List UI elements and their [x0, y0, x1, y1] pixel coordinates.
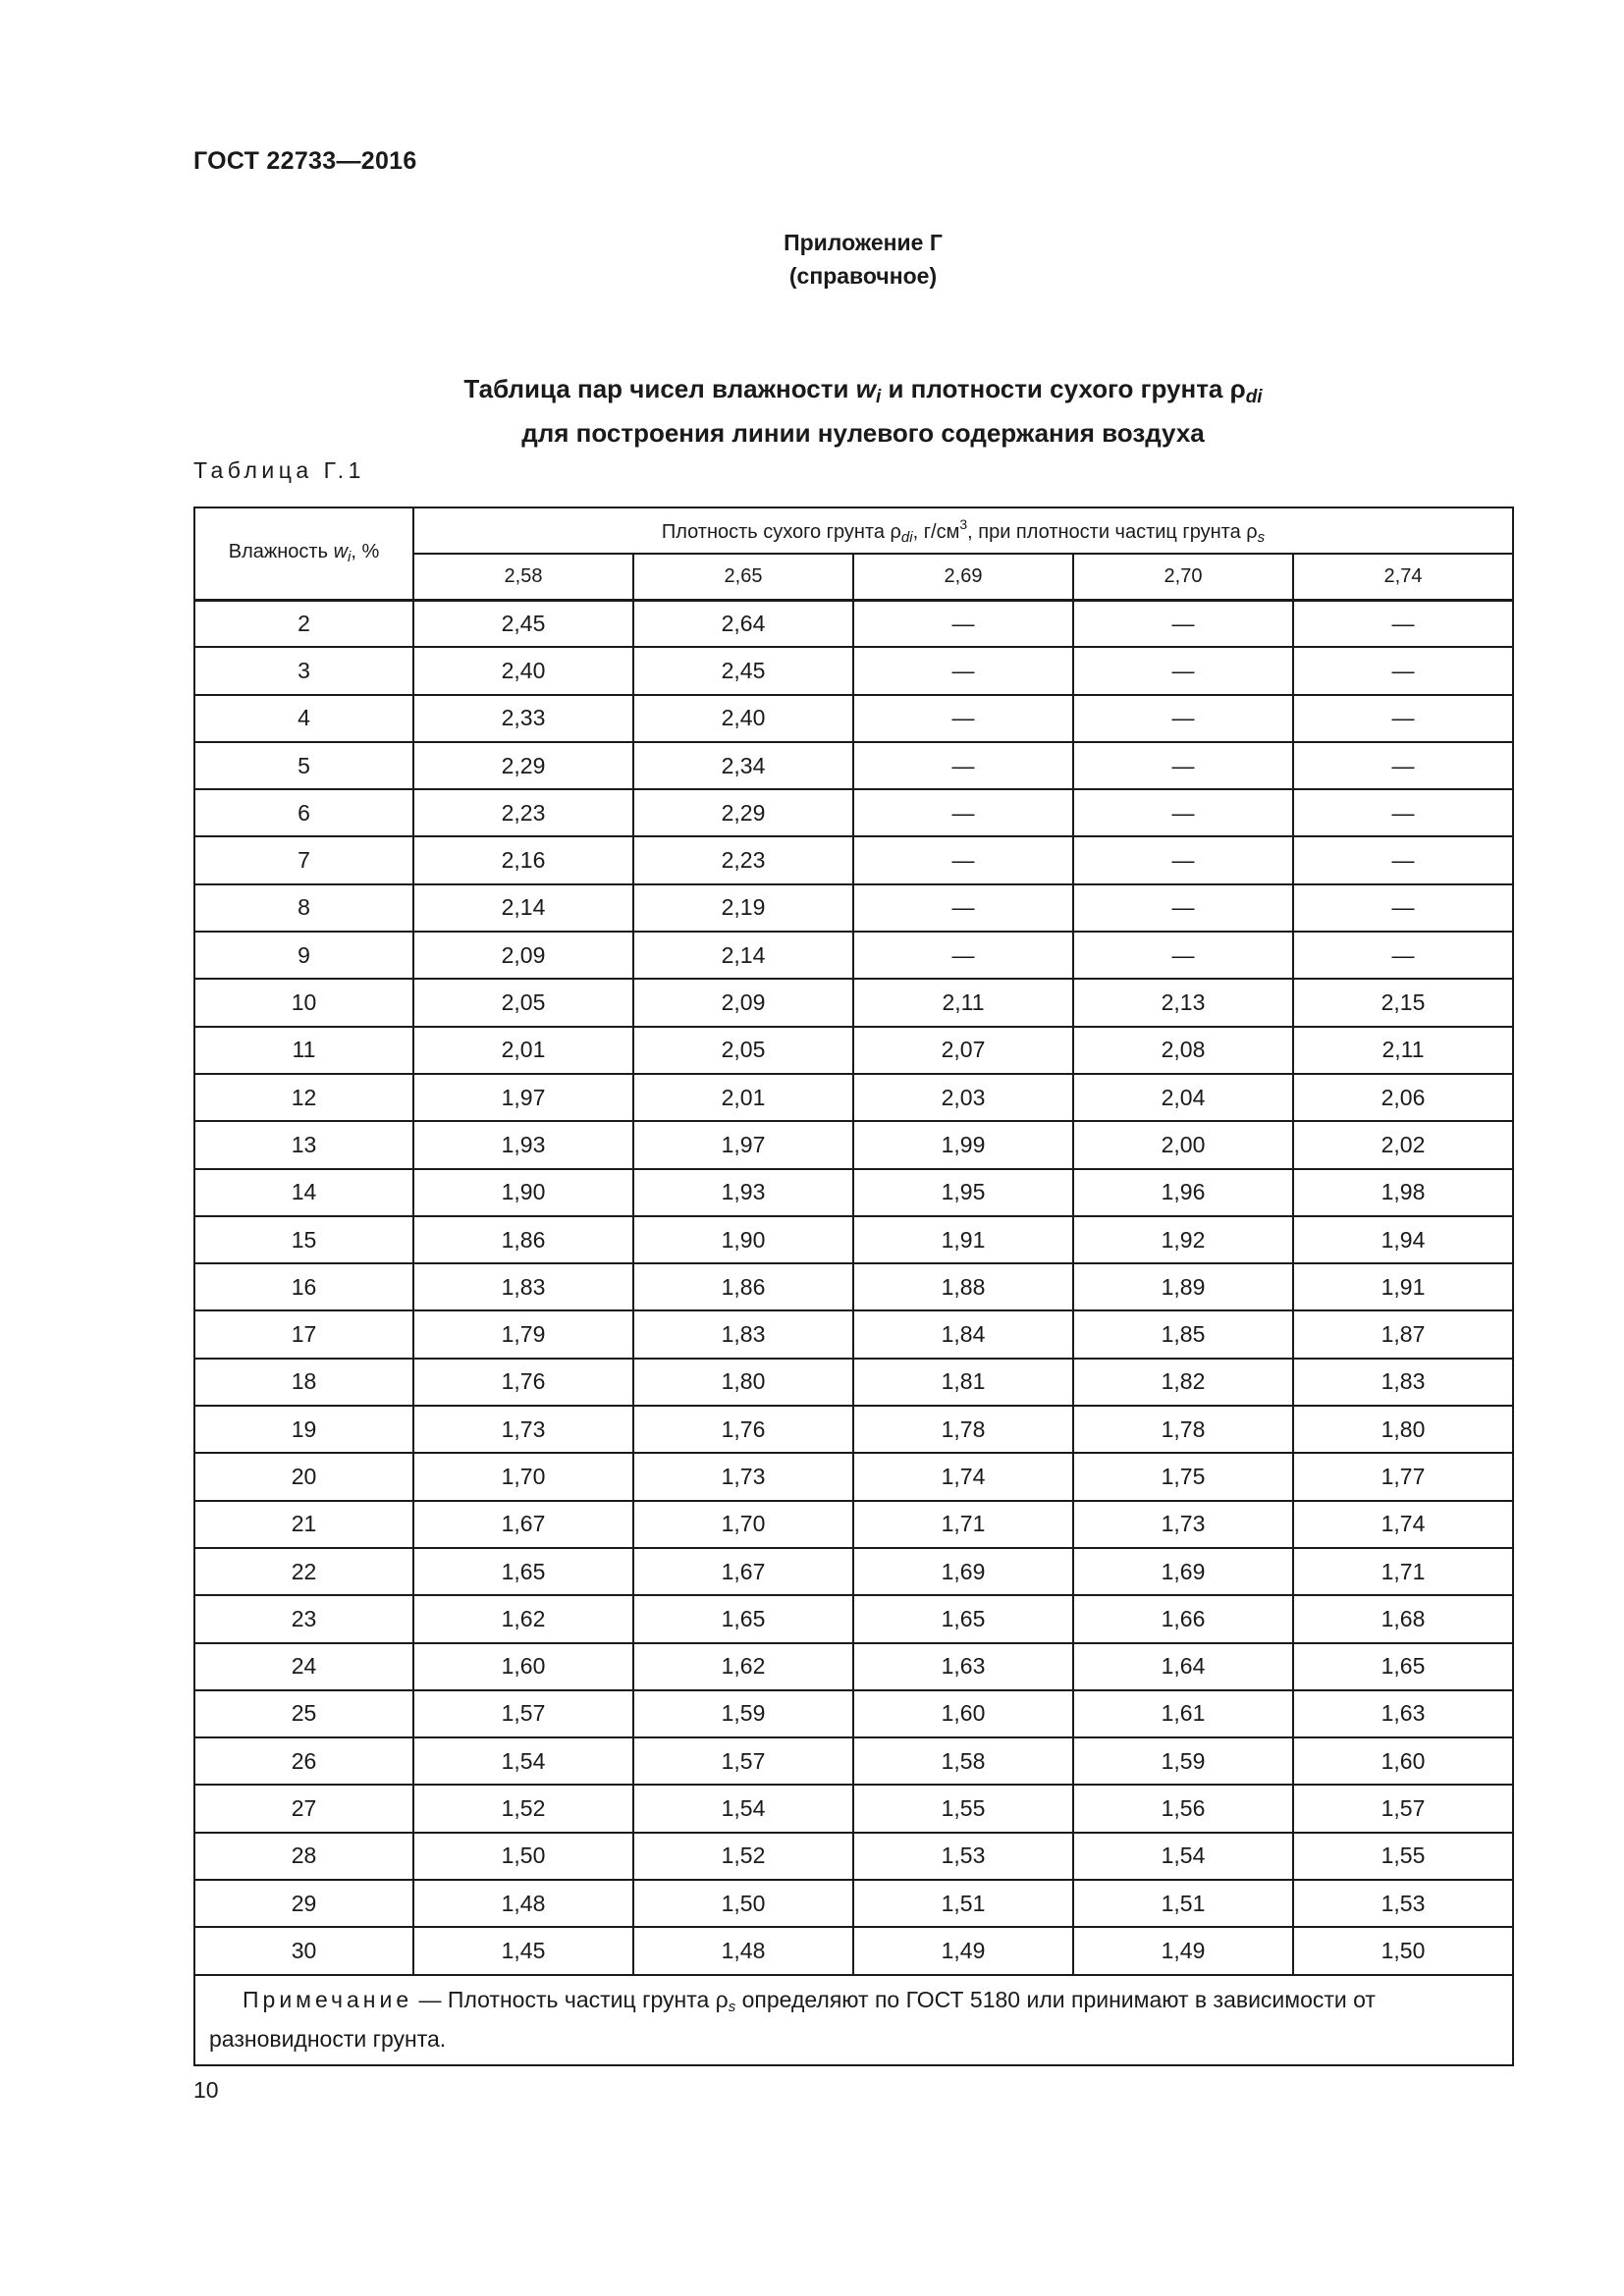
moisture-cell: 11: [194, 1027, 413, 1074]
density-cell: 2,11: [853, 979, 1073, 1026]
density-cell: 1,91: [1293, 1263, 1513, 1310]
density-cell: 1,73: [413, 1406, 633, 1453]
density-cell: 2,05: [633, 1027, 853, 1074]
density-cell: 2,06: [1293, 1074, 1513, 1121]
density-cell: 2,00: [1073, 1121, 1293, 1168]
moisture-cell: 8: [194, 884, 413, 932]
density-cell: 1,51: [1073, 1880, 1293, 1927]
density-cell: 1,60: [413, 1643, 633, 1690]
density-cell: 1,60: [1293, 1737, 1513, 1785]
moisture-cell: 9: [194, 932, 413, 979]
table-row: [194, 1737, 1513, 1785]
moisture-cell: 13: [194, 1121, 413, 1168]
density-cell: 1,73: [1073, 1501, 1293, 1548]
density-cell: 1,92: [1073, 1216, 1293, 1263]
table-row: [194, 600, 1513, 647]
density-cell: 1,65: [413, 1548, 633, 1595]
density-header-cell: 2,65: [633, 554, 853, 600]
table-row: [194, 836, 1513, 883]
table-row: [194, 1216, 1513, 1263]
moisture-cell: 15: [194, 1216, 413, 1263]
density-cell: 2,13: [1073, 979, 1293, 1026]
table-row: [194, 1453, 1513, 1500]
density-cell: 1,88: [853, 1263, 1073, 1310]
table-row: [194, 647, 1513, 694]
density-cell: 1,84: [853, 1310, 1073, 1358]
table-row: [194, 1121, 1513, 1168]
density-cell: 2,23: [633, 836, 853, 883]
density-cell: 1,50: [633, 1880, 853, 1927]
density-cell: 2,19: [633, 884, 853, 932]
density-cell: 2,23: [413, 789, 633, 836]
moisture-cell: 10: [194, 979, 413, 1026]
moisture-cell: 17: [194, 1310, 413, 1358]
density-cell: 1,78: [853, 1406, 1073, 1453]
density-header-cell: 2,70: [1073, 554, 1293, 600]
density-cell: —: [1293, 789, 1513, 836]
density-cell: 2,16: [413, 836, 633, 883]
density-cell: 1,52: [633, 1833, 853, 1880]
density-cell: —: [853, 695, 1073, 742]
density-cell: 1,55: [1293, 1833, 1513, 1880]
density-cell: 1,86: [413, 1216, 633, 1263]
density-cell: —: [1293, 932, 1513, 979]
table-row: [194, 1785, 1513, 1832]
moisture-cell: 19: [194, 1406, 413, 1453]
moisture-cell: 18: [194, 1359, 413, 1406]
table-row: [194, 1310, 1513, 1358]
density-cell: 1,55: [853, 1785, 1073, 1832]
density-cell: —: [1293, 836, 1513, 883]
density-cell: 1,91: [853, 1216, 1073, 1263]
density-cell: 2,05: [413, 979, 633, 1026]
density-cell: 1,80: [1293, 1406, 1513, 1453]
density-cell: —: [853, 789, 1073, 836]
moisture-column-header: Влажность $w_i$, %: [194, 507, 413, 600]
density-cell: 1,50: [1293, 1927, 1513, 1974]
density-cell: 1,48: [413, 1880, 633, 1927]
density-header-cell: 2,69: [853, 554, 1073, 600]
density-cell: 1,67: [633, 1548, 853, 1595]
table-row: [194, 1359, 1513, 1406]
moisture-cell: 27: [194, 1785, 413, 1832]
density-cell: —: [853, 742, 1073, 789]
density-cell: 1,71: [853, 1501, 1073, 1548]
density-cell: —: [1293, 742, 1513, 789]
density-cell: 2,07: [853, 1027, 1073, 1074]
density-cell: 2,29: [633, 789, 853, 836]
table-row: [194, 1880, 1513, 1927]
density-cell: —: [1293, 647, 1513, 694]
density-cell: 2,01: [413, 1027, 633, 1074]
density-cell: 1,89: [1073, 1263, 1293, 1310]
density-cell: 1,56: [1073, 1785, 1293, 1832]
table-row: [194, 695, 1513, 742]
density-cell: 2,09: [633, 979, 853, 1026]
density-cell: 1,78: [1073, 1406, 1293, 1453]
density-cell: —: [1073, 600, 1293, 647]
table-title-line-1: Таблица пар чисел влажности $w_i$ и плотности сухого грунта $\rho_{di}$: [463, 374, 1263, 407]
moisture-cell: 29: [194, 1880, 413, 1927]
table-row: [194, 1074, 1513, 1121]
density-cell: 1,74: [1293, 1501, 1513, 1548]
density-cell: —: [1293, 600, 1513, 647]
density-cell: 1,54: [413, 1737, 633, 1785]
density-cell: 2,34: [633, 742, 853, 789]
density-cell: —: [1293, 884, 1513, 932]
moisture-cell: 20: [194, 1453, 413, 1500]
density-cell: 1,68: [1293, 1595, 1513, 1642]
density-cell: 1,69: [1073, 1548, 1293, 1595]
density-cell: 2,14: [413, 884, 633, 932]
density-cell: 1,54: [633, 1785, 853, 1832]
density-cell: 1,90: [633, 1216, 853, 1263]
moisture-cell: 12: [194, 1074, 413, 1121]
density-cell: 1,75: [1073, 1453, 1293, 1500]
density-cell: 2,29: [413, 742, 633, 789]
appendix-title: Приложение Г: [784, 230, 943, 255]
density-cell: 1,66: [1073, 1595, 1293, 1642]
moisture-cell: 6: [194, 789, 413, 836]
density-cell: 2,33: [413, 695, 633, 742]
density-cell: 1,54: [1073, 1833, 1293, 1880]
density-cell: 1,62: [413, 1595, 633, 1642]
moisture-cell: 26: [194, 1737, 413, 1785]
density-cell: 1,95: [853, 1169, 1073, 1216]
density-cell: 1,53: [853, 1833, 1073, 1880]
density-cell: —: [1073, 647, 1293, 694]
density-cell: 2,01: [633, 1074, 853, 1121]
density-cell: 2,02: [1293, 1121, 1513, 1168]
density-cell: 1,99: [853, 1121, 1073, 1168]
density-cell: 1,65: [853, 1595, 1073, 1642]
table-label: Таблица Г.1: [193, 457, 365, 483]
table-row: [194, 884, 1513, 932]
density-cell: 1,94: [1293, 1216, 1513, 1263]
table-title-line-2: для построения линии нулевого содержания воздуха: [521, 418, 1205, 448]
density-cell: 2,15: [1293, 979, 1513, 1026]
moisture-cell: 16: [194, 1263, 413, 1310]
moisture-cell: 4: [194, 695, 413, 742]
density-cell: —: [1073, 742, 1293, 789]
density-cell: 1,93: [413, 1121, 633, 1168]
moisture-cell: 21: [194, 1501, 413, 1548]
density-cell: 1,82: [1073, 1359, 1293, 1406]
density-cell: 1,71: [1293, 1548, 1513, 1595]
density-cell: 1,51: [853, 1880, 1073, 1927]
density-cell: 1,79: [413, 1310, 633, 1358]
density-cell: 1,52: [413, 1785, 633, 1832]
table-row: [194, 1690, 1513, 1737]
density-cell: —: [853, 600, 1073, 647]
density-cell: 2,14: [633, 932, 853, 979]
density-cell: 1,57: [1293, 1785, 1513, 1832]
table-row: [194, 1263, 1513, 1310]
moisture-cell: 2: [194, 600, 413, 647]
density-cell: 1,73: [633, 1453, 853, 1500]
density-cell: 1,57: [633, 1737, 853, 1785]
density-cell: 2,09: [413, 932, 633, 979]
density-cell: 2,40: [633, 695, 853, 742]
density-cell: 2,11: [1293, 1027, 1513, 1074]
density-cell: 1,97: [413, 1074, 633, 1121]
moisture-cell: 23: [194, 1595, 413, 1642]
density-cell: 1,64: [1073, 1643, 1293, 1690]
density-cell: —: [1073, 695, 1293, 742]
moisture-cell: 5: [194, 742, 413, 789]
moisture-cell: 22: [194, 1548, 413, 1595]
density-cell: 1,96: [1073, 1169, 1293, 1216]
table-row: [194, 1833, 1513, 1880]
density-cell: 1,59: [633, 1690, 853, 1737]
density-cell: 1,49: [853, 1927, 1073, 1974]
density-cell: —: [1293, 695, 1513, 742]
density-cell: 1,49: [1073, 1927, 1293, 1974]
density-cell: 2,45: [413, 600, 633, 647]
density-cell: 2,08: [1073, 1027, 1293, 1074]
density-cell: 1,70: [633, 1501, 853, 1548]
table-row: [194, 789, 1513, 836]
density-cell: 2,03: [853, 1074, 1073, 1121]
density-cell: 1,70: [413, 1453, 633, 1500]
appendix-subtitle: (справочное): [788, 263, 938, 289]
table-title: [0, 371, 1624, 451]
density-cell: 1,63: [853, 1643, 1073, 1690]
density-cell: 1,76: [413, 1359, 633, 1406]
density-cell: 1,90: [413, 1169, 633, 1216]
table-row: [194, 1501, 1513, 1548]
moisture-cell: 30: [194, 1927, 413, 1974]
density-cell: 1,67: [413, 1501, 633, 1548]
appendix-heading: [0, 226, 1624, 293]
density-cell: —: [1073, 789, 1293, 836]
density-cell: —: [853, 884, 1073, 932]
density-cell: 1,97: [633, 1121, 853, 1168]
density-cell: 1,98: [1293, 1169, 1513, 1216]
table-row: [194, 1643, 1513, 1690]
density-header-cell: 2,58: [413, 554, 633, 600]
density-cell: 1,83: [633, 1310, 853, 1358]
density-cell: 1,59: [1073, 1737, 1293, 1785]
table-row: [194, 1406, 1513, 1453]
moisture-cell: 28: [194, 1833, 413, 1880]
density-cell: 1,81: [853, 1359, 1073, 1406]
density-cell: —: [853, 836, 1073, 883]
density-cell: —: [853, 932, 1073, 979]
density-cell: 1,65: [1293, 1643, 1513, 1690]
data-table: [193, 507, 1514, 2066]
density-cell: 1,87: [1293, 1310, 1513, 1358]
density-cell: 1,76: [633, 1406, 853, 1453]
table-row: [194, 1169, 1513, 1216]
density-cell: 1,45: [413, 1927, 633, 1974]
density-cell: 1,86: [633, 1263, 853, 1310]
density-cell: 1,53: [1293, 1880, 1513, 1927]
table-row: [194, 1927, 1513, 1974]
density-cell: 1,61: [1073, 1690, 1293, 1737]
density-cell: 1,77: [1293, 1453, 1513, 1500]
table-row: [194, 1027, 1513, 1074]
table-row: [194, 932, 1513, 979]
document-code: ГОСТ 22733—2016: [193, 147, 417, 175]
density-cell: 1,48: [633, 1927, 853, 1974]
table-row: [194, 1548, 1513, 1595]
density-cell: 1,62: [633, 1643, 853, 1690]
page-number: 10: [193, 2077, 219, 2103]
density-group-header: Плотность сухого грунта $\rho_{di}$, $г/см^3$, при плотности частиц грунта $\rho_s$: [413, 507, 1513, 554]
density-cell: 1,58: [853, 1737, 1073, 1785]
density-cell: 2,04: [1073, 1074, 1293, 1121]
moisture-cell: 7: [194, 836, 413, 883]
density-cell: 1,83: [413, 1263, 633, 1310]
table-note: Примечание — Плотность частиц грунта ρs определяют по ГОСТ 5180 или принимают в зависимости от разновидности грунта.: [194, 1975, 1513, 2065]
density-cell: —: [853, 647, 1073, 694]
density-cell: 2,45: [633, 647, 853, 694]
density-cell: 1,74: [853, 1453, 1073, 1500]
density-cell: 1,50: [413, 1833, 633, 1880]
density-cell: 1,60: [853, 1690, 1073, 1737]
density-cell: 1,63: [1293, 1690, 1513, 1737]
density-cell: 1,93: [633, 1169, 853, 1216]
density-cell: 2,64: [633, 600, 853, 647]
density-cell: 1,69: [853, 1548, 1073, 1595]
moisture-cell: 24: [194, 1643, 413, 1690]
table-row: [194, 979, 1513, 1026]
moisture-cell: 25: [194, 1690, 413, 1737]
density-cell: 1,57: [413, 1690, 633, 1737]
moisture-cell: 3: [194, 647, 413, 694]
density-cell: —: [1073, 836, 1293, 883]
density-header-cell: 2,74: [1293, 554, 1513, 600]
moisture-cell: 14: [194, 1169, 413, 1216]
table-row: [194, 742, 1513, 789]
density-cell: 1,65: [633, 1595, 853, 1642]
density-cell: 1,85: [1073, 1310, 1293, 1358]
density-cell: —: [1073, 884, 1293, 932]
density-cell: 1,83: [1293, 1359, 1513, 1406]
density-cell: —: [1073, 932, 1293, 979]
density-cell: 1,80: [633, 1359, 853, 1406]
density-cell: 2,40: [413, 647, 633, 694]
table-row: [194, 1595, 1513, 1642]
